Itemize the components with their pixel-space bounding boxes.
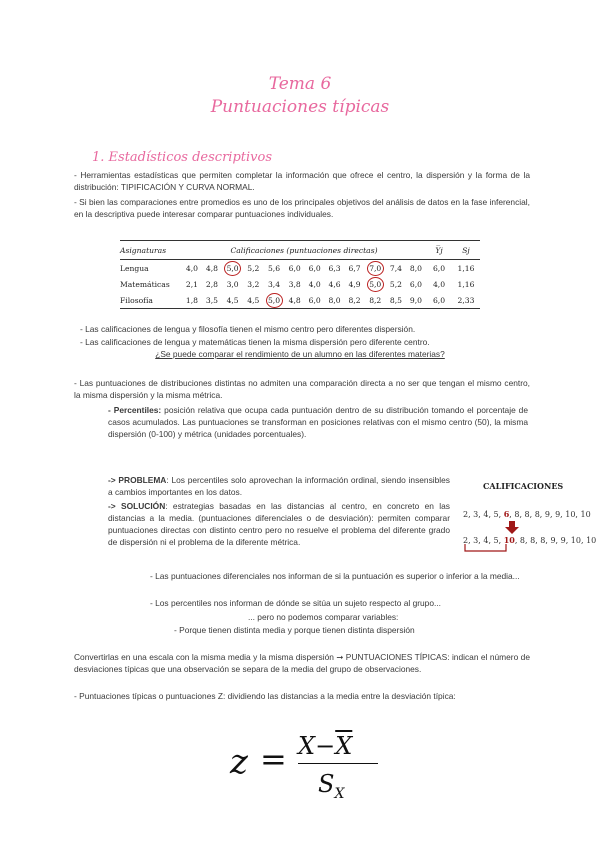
note-2: - Las calificaciones de lengua y matemáticas tienen la misma dispersión pero diferente centro. bbox=[80, 337, 430, 347]
col-sd: Sj bbox=[462, 245, 470, 255]
diff-note-4: - Porque tienen distinta media y porque tienen distinta dispersión bbox=[174, 625, 415, 635]
score-cell: 4,9 bbox=[348, 279, 361, 289]
score-cell: 4,8 bbox=[288, 295, 301, 305]
question: ¿Se puede comparar el rendimiento de un alumno en las diferentes materias? bbox=[155, 349, 445, 359]
percentiles-label: - Percentiles: bbox=[108, 405, 162, 415]
col-mean: Y̅j bbox=[435, 245, 443, 255]
solucion-paragraph bbox=[108, 500, 450, 548]
score-cell: 9,0 bbox=[409, 295, 422, 305]
score-cell: 6,3 bbox=[328, 263, 341, 273]
subject-cell: Filosofía bbox=[120, 295, 153, 305]
diff-note-2: - Los percentiles nos informan de dónde se sitúa un sujeto respecto al grupo... bbox=[150, 598, 441, 608]
score-cell-circled: 7,0 bbox=[365, 260, 386, 277]
formula-equals: = bbox=[260, 740, 287, 778]
score-cell: 6,0 bbox=[308, 263, 321, 273]
section-heading: 1. Estadísticos descriptivos bbox=[92, 150, 273, 165]
paragraph-intro-2: - Si bien las comparaciones entre promedios es uno de los principales objetivos del análisis de datos en la fase inferencial, en la descriptiva puede interesar comparar puntuaciones individuales. bbox=[74, 197, 530, 219]
score-cell: 6,0 bbox=[409, 279, 422, 289]
sd-cell: 2,33 bbox=[457, 295, 475, 305]
calificaciones-row-2: 2, 3, 4, 5, 10, 8, 8, 8, 9, 9, 10, 10 bbox=[463, 535, 597, 545]
subject-cell: Matemáticas bbox=[120, 279, 170, 289]
calificaciones-row-1: 2, 3, 4, 5, 6, 8, 8, 8, 9, 9, 10, 10 bbox=[463, 509, 591, 519]
score-cell: 1,8 bbox=[185, 295, 198, 305]
score-cell: 5,2 bbox=[389, 279, 402, 289]
paragraph-3: - Las puntuaciones de distribuciones distintas no admiten una comparación directa a no ser que tengan el mismo centro, la misma dispersión y la misma métrica. bbox=[74, 378, 530, 400]
score-cell: 6,0 bbox=[288, 263, 301, 273]
fraction-bar bbox=[298, 763, 378, 764]
highlighted-score: 6 bbox=[503, 509, 510, 519]
score-cell: 4,0 bbox=[308, 279, 321, 289]
grades-table bbox=[120, 241, 480, 309]
formula-denominator: $S_X$ bbox=[318, 770, 345, 802]
col-subject: Asignaturas bbox=[120, 245, 167, 255]
diff-note-1: - Las puntuaciones diferenciales nos informan de si la puntuación es superior o inferior a la media... bbox=[150, 571, 520, 581]
score-cell: 7,4 bbox=[389, 263, 402, 273]
score-cell: 6,7 bbox=[348, 263, 361, 273]
paragraph-4: Convertirlas en una escala con la misma media y la misma dispersión ➞ PUNTUACIONES TÍPICAS: indican el número de desviaciones típicas que una observación se separa de la media del grupo de observaciones. bbox=[74, 652, 530, 674]
score-cell: 4,8 bbox=[205, 263, 218, 273]
table-row bbox=[120, 260, 480, 277]
score-cell-circled: 5,0 bbox=[263, 292, 284, 309]
score-cell: 3,5 bbox=[205, 295, 218, 305]
score-cell: 4,0 bbox=[185, 263, 198, 273]
problema-label: -> PROBLEMA bbox=[108, 475, 167, 485]
sd-cell: 1,16 bbox=[457, 263, 475, 273]
mean-cell: 6,0 bbox=[432, 295, 446, 305]
score-cell-circled: 5,0 bbox=[222, 260, 243, 277]
down-arrow-icon bbox=[504, 521, 520, 535]
mean-cell: 4,0 bbox=[432, 279, 446, 289]
score-cell: 8,2 bbox=[348, 295, 361, 305]
bracket-icon bbox=[464, 543, 508, 553]
page-subtitle: Puntuaciones típicas bbox=[210, 97, 390, 117]
score-cell: 5,2 bbox=[247, 263, 260, 273]
table-row bbox=[120, 276, 480, 292]
score-cell: 4,5 bbox=[247, 295, 260, 305]
score-cell: 2,1 bbox=[185, 279, 198, 289]
score-cell: 3,4 bbox=[267, 279, 281, 289]
problema-text: : Los percentiles solo aprovechan la información ordinal, siendo insensibles a cambios importantes en los datos. bbox=[108, 475, 450, 497]
formula-numerator: $X-\overline{X}$ bbox=[298, 732, 353, 760]
score-cell: 8,0 bbox=[409, 263, 422, 273]
paragraph-intro-1: - Herramientas estadísticas que permiten completar la información que ofrece el centro, la dispersión y la forma de la distribución: TIPIFICACIÓN Y CURVA NORMAL. bbox=[74, 170, 530, 192]
score-cell: 8,5 bbox=[389, 295, 402, 305]
z-score-formula bbox=[228, 730, 388, 810]
score-cell: 3,8 bbox=[288, 279, 301, 289]
percentiles-paragraph bbox=[108, 404, 528, 440]
score-cell: 5,6 bbox=[267, 263, 281, 273]
solucion-label: -> SOLUCIÓN bbox=[108, 501, 166, 511]
percentiles-text: posición relativa que ocupa cada puntuación dentro de su distribución tomando el porcentaje de casos acumulados. Las puntuaciones se transforman en posiciones relativas con el mismo centro (50), la misma dispersión (0-100) y métrica (unidades porcentuales). bbox=[108, 405, 528, 439]
sd-cell: 1,16 bbox=[457, 279, 475, 289]
problema-paragraph bbox=[108, 474, 450, 498]
formula-z: z bbox=[230, 742, 248, 782]
score-cell: 4,5 bbox=[226, 295, 239, 305]
score-cell: 4,6 bbox=[328, 279, 341, 289]
grades-table-wrapper bbox=[120, 240, 480, 309]
score-cell: 3,0 bbox=[226, 279, 239, 289]
table-row bbox=[120, 292, 480, 309]
note-1: - Las calificaciones de lengua y filosofía tienen el mismo centro pero diferentes dispersión. bbox=[80, 324, 416, 334]
score-cell: 6,0 bbox=[308, 295, 321, 305]
col-scores: Calificaciones (puntuaciones directas) bbox=[230, 245, 378, 255]
calificaciones-title: CALIFICACIONES bbox=[483, 481, 564, 491]
mean-cell: 6,0 bbox=[432, 263, 446, 273]
score-cell: 3,2 bbox=[247, 279, 260, 289]
paragraph-5: - Puntuaciones típicas o puntuaciones Z: dividiendo las distancias a la media entre la desviación típica: bbox=[74, 691, 456, 701]
subject-cell: Lengua bbox=[120, 263, 149, 273]
solucion-text: : estrategias basadas en las distancias al centro, en concreto en las distancias a la media. (puntuaciones diferenciales o de desviación): permiten comparar puntuaciones directas con distinto centro pero no resuelve el problema del diferente grado de dispersión ni el problema de la diferente métrica. bbox=[108, 501, 450, 547]
score-cell: 8,2 bbox=[369, 295, 382, 305]
page-title: Tema 6 bbox=[268, 74, 332, 94]
score-cell: 8,0 bbox=[328, 295, 341, 305]
diff-note-3: ... pero no podemos comparar variables: bbox=[248, 612, 399, 622]
score-cell-circled: 5,0 bbox=[365, 276, 386, 292]
score-cell: 2,8 bbox=[205, 279, 218, 289]
highlighted-score: 10 bbox=[503, 535, 515, 545]
